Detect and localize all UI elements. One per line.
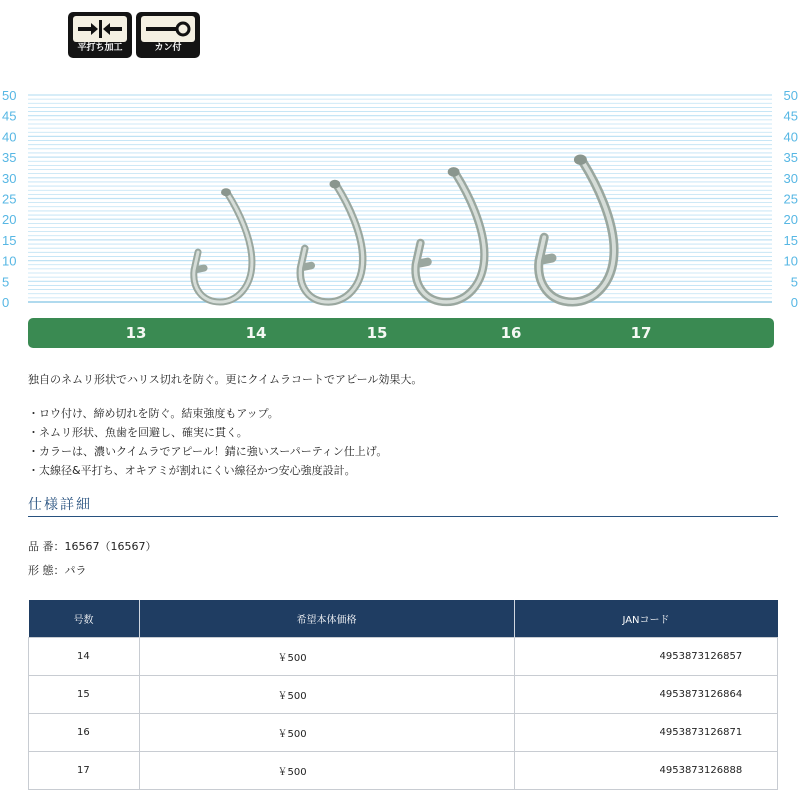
- price-cell: ￥500: [139, 752, 514, 790]
- hook-eye: [448, 167, 460, 176]
- y-tick-label-right: 35: [783, 150, 798, 166]
- jan-cell: 4953873126888: [514, 752, 778, 790]
- table-header-row: [29, 600, 778, 638]
- section-divider: [28, 516, 778, 517]
- y-tick-label-left: 10: [2, 253, 17, 269]
- size-scale-bar: [28, 318, 774, 348]
- hook-shape: [415, 174, 484, 302]
- jan-cell: 4953873126864: [514, 676, 778, 714]
- feature-list: [28, 404, 387, 480]
- feature-badges: [68, 12, 200, 58]
- spec-table: [28, 600, 778, 790]
- hook-size-chart: [0, 85, 800, 315]
- table-row: [29, 638, 778, 676]
- column-header: 号数: [29, 600, 140, 638]
- y-tick-label-left: 50: [2, 88, 17, 103]
- section-title: 仕様詳細: [28, 497, 92, 513]
- hook-eye: [574, 155, 587, 165]
- y-tick-label-left: 40: [2, 129, 17, 145]
- y-tick-label-left: 35: [2, 150, 17, 166]
- y-tick-label-left: 45: [2, 108, 17, 124]
- size-cell: 15: [29, 676, 140, 714]
- price-cell: ￥500: [139, 714, 514, 752]
- y-tick-label-right: 30: [783, 170, 798, 186]
- size-cell: 14: [29, 638, 140, 676]
- y-tick-label-left: 25: [2, 191, 17, 207]
- jan-cell: 4953873126857: [514, 638, 778, 676]
- y-tick-label-left: 30: [2, 170, 17, 186]
- price-cell: ￥500: [139, 676, 514, 714]
- table-row: [29, 676, 778, 714]
- column-header: JANコード: [514, 600, 778, 638]
- flat-forged-icon: [73, 16, 127, 42]
- packaging-form: 形 態：パラ: [28, 564, 87, 577]
- column-header: 希望本体価格: [139, 600, 514, 638]
- price-cell: ￥500: [139, 638, 514, 676]
- table-row: [29, 752, 778, 790]
- y-tick-label-right: 5: [790, 274, 798, 290]
- badge-eye-ring: [136, 12, 200, 58]
- y-tick-label-right: 40: [783, 129, 798, 145]
- hook-eye: [329, 180, 340, 189]
- y-tick-label-right: 10: [783, 253, 798, 269]
- badge-label: カン付: [154, 43, 182, 53]
- list-item: ・ロウ付け、締め切れを防ぐ。結束強度もアップ。: [28, 407, 279, 420]
- hook-size-17: [539, 155, 614, 302]
- hook-eye: [221, 188, 231, 196]
- size-label-14: 14: [245, 324, 267, 342]
- y-tick-label-left: 0: [2, 295, 10, 310]
- badge-flat-forged: [68, 12, 132, 58]
- y-tick-label-right: 0: [790, 295, 798, 310]
- eye-ring-icon: [141, 16, 195, 42]
- size-label-13: 13: [125, 324, 147, 342]
- y-tick-label-right: 50: [783, 88, 798, 103]
- size-cell: 16: [29, 714, 140, 752]
- size-cell: 17: [29, 752, 140, 790]
- y-tick-label-left: 5: [2, 274, 10, 290]
- y-tick-label-right: 45: [783, 108, 798, 124]
- product-tagline: 独自のネムリ形状でハリス切れを防ぐ。更にクイムラコートでアピール効果大。: [28, 373, 423, 386]
- badge-label: 平打ち加工: [77, 43, 123, 53]
- y-tick-label-right: 25: [783, 191, 798, 207]
- table-row: [29, 714, 778, 752]
- y-tick-label-left: 15: [2, 232, 17, 248]
- list-item: ・ネムリ形状、魚歯を回避し、確実に貫く。: [28, 426, 248, 439]
- jan-cell: 4953873126871: [514, 714, 778, 752]
- y-tick-label-right: 20: [783, 212, 798, 228]
- size-label-17: 17: [630, 324, 652, 342]
- size-label-15: 15: [366, 324, 388, 342]
- size-label-16: 16: [500, 324, 522, 342]
- product-number: 品 番：16567（16567）: [28, 540, 157, 553]
- list-item: ・カラーは、濃いクイムラでアピール！錆に強いスーパーティン仕上げ。: [28, 445, 388, 458]
- y-tick-label-right: 15: [783, 232, 798, 248]
- y-tick-label-left: 20: [2, 212, 17, 228]
- hook-size-14: [194, 188, 252, 302]
- list-item: ・太線径&平打ち、オキアミが割れにくい線径かつ安心強度設計。: [28, 464, 356, 477]
